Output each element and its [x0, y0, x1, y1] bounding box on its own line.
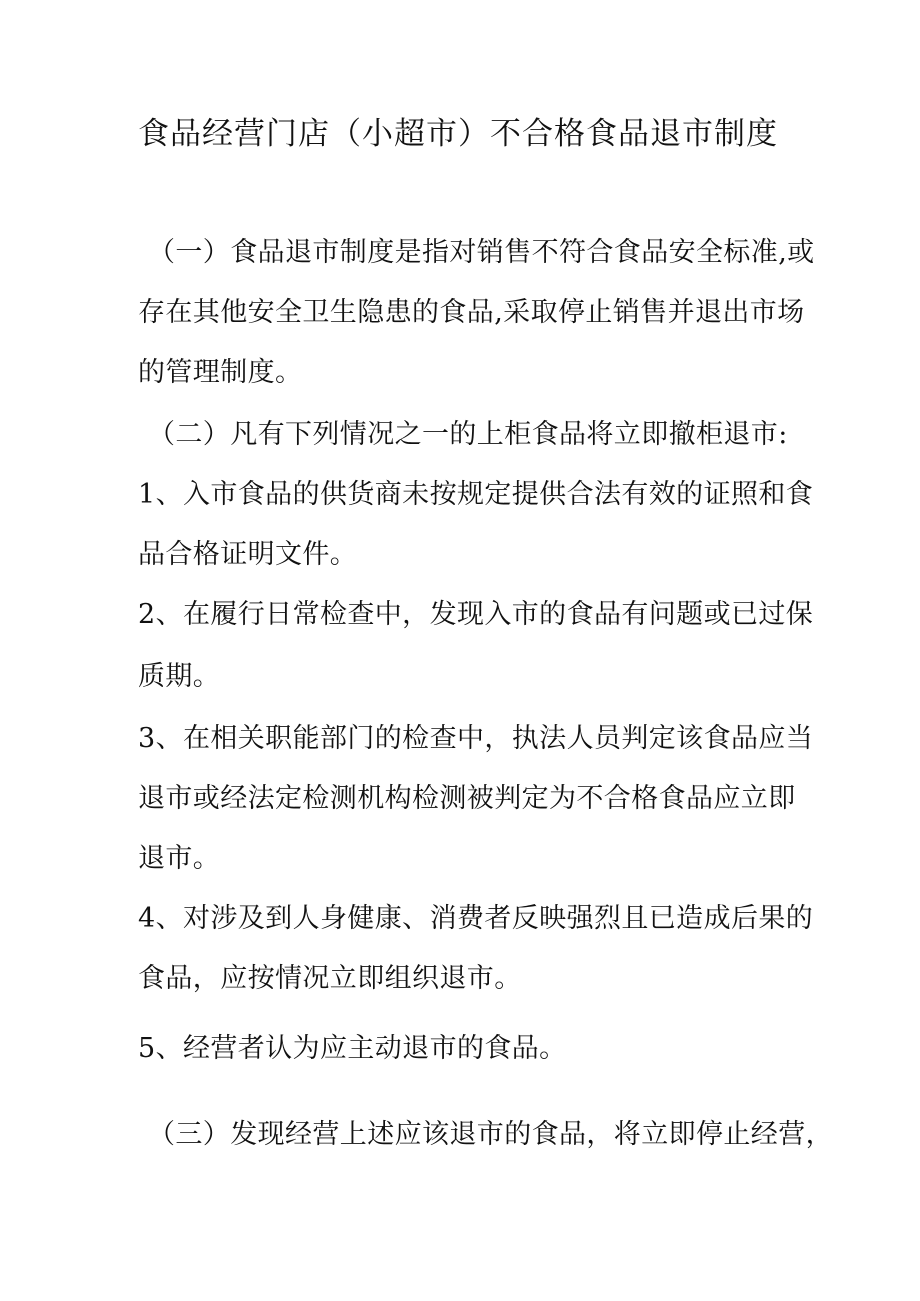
item-3-line-2: 退市或经法定检测机构检测被判定为不合格食品应立即 — [138, 783, 796, 814]
paragraph-3-line-1: （三）发现经营上述应该退市的食品，将立即停止经营， — [148, 1119, 833, 1150]
paragraph-1-line-2: 存在其他安全卫生隐患的食品,采取停止销售并退出市场 — [138, 297, 805, 328]
item-1-line-1: 1、入市食品的供货商未按规定提供合法有效的证照和食 — [138, 479, 814, 510]
item-3-line-1: 3、在相关职能部门的检查中，执法人员判定该食品应当 — [138, 723, 814, 754]
paragraph-1-line-3: 的管理制度。 — [138, 357, 303, 388]
item-1-line-2: 品合格证明文件。 — [138, 539, 358, 570]
item-4-line-1: 4、对涉及到人身健康、消费者反映强烈且已造成后果的 — [138, 903, 814, 934]
document-title: 食品经营门店（小超市）不合格食品退市制度 — [138, 116, 778, 152]
paragraph-2-line-1: （二）凡有下列情况之一的上柜食品将立即撤柜退市: — [148, 419, 788, 450]
item-2-line-2: 质期。 — [138, 661, 221, 692]
item-3-line-3: 退市。 — [138, 843, 221, 874]
item-2-line-1: 2、在履行日常检查中，发现入市的食品有问题或已过保 — [138, 599, 814, 630]
item-4-line-2: 食品，应按情况立即组织退市。 — [138, 963, 522, 994]
paragraph-1-line-1: （一）食品退市制度是指对销售不符合食品安全标准,或 — [148, 237, 815, 268]
item-5-line-1: 5、经营者认为应主动退市的食品。 — [138, 1033, 567, 1064]
